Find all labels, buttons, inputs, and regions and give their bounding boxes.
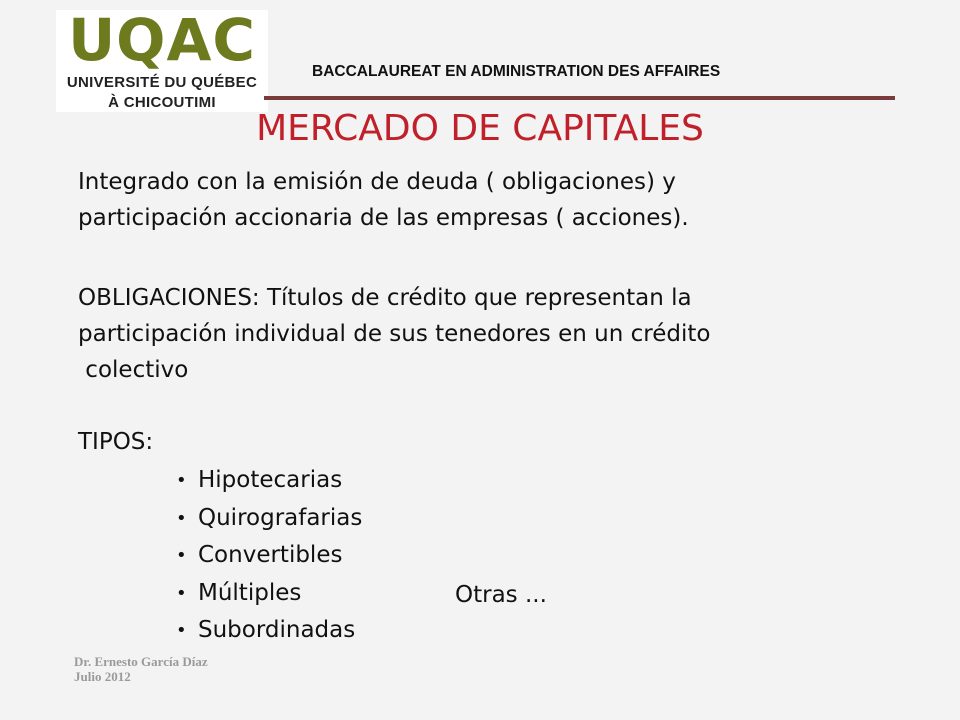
logo-wordmark: UQAC <box>68 6 256 74</box>
paragraph-line: participación individual de sus tenedores en un crédito <box>78 321 711 347</box>
list-item-label: Hipotecarias <box>198 467 343 493</box>
logo-campus-line: À CHICOUTIMI <box>108 94 216 111</box>
types-list <box>172 462 362 650</box>
types-heading: TIPOS: <box>78 429 154 455</box>
list-item <box>172 537 362 575</box>
list-item <box>172 612 362 650</box>
bullet-icon: • <box>176 470 187 491</box>
uqac-logo <box>56 6 268 112</box>
bullet-icon: • <box>176 507 187 529</box>
list-item <box>172 575 362 613</box>
bullet-icon: • <box>176 582 187 604</box>
list-item-label: Múltiples <box>198 579 302 606</box>
bullet-icon: • <box>176 545 187 566</box>
paragraph-line: participación accionaria de las empresas ( acciones). <box>78 205 689 231</box>
definition-paragraph <box>78 164 938 236</box>
slide-title: MERCADO DE CAPITALES <box>256 108 704 149</box>
program-subtitle: BACCALAUREAT EN ADMINISTRATION DES AFFAIRES <box>312 63 721 80</box>
footer-author: Dr. Ernesto García Díaz <box>74 654 208 669</box>
list-item-label: Quirografarias <box>198 504 363 531</box>
logo-university-line: UNIVERSITÉ DU QUÉBEC <box>66 74 258 91</box>
bullet-icon: • <box>176 620 187 641</box>
paragraph-line: colectivo <box>78 357 189 383</box>
list-item <box>172 500 362 538</box>
list-item-label: Convertibles <box>198 542 343 568</box>
footer-date: Julio 2012 <box>74 669 131 684</box>
obligaciones-paragraph <box>78 280 938 388</box>
paragraph-line: Integrado con la emisión de deuda ( obligaciones) y <box>78 169 676 195</box>
header-divider <box>264 96 895 100</box>
list-item-label: Subordinadas <box>198 617 356 643</box>
paragraph-line: OBLIGACIONES: Títulos de crédito que representan la <box>78 285 692 311</box>
footer-credits <box>74 654 208 684</box>
other-types-note: Otras ... <box>455 582 547 608</box>
list-item <box>172 462 362 500</box>
